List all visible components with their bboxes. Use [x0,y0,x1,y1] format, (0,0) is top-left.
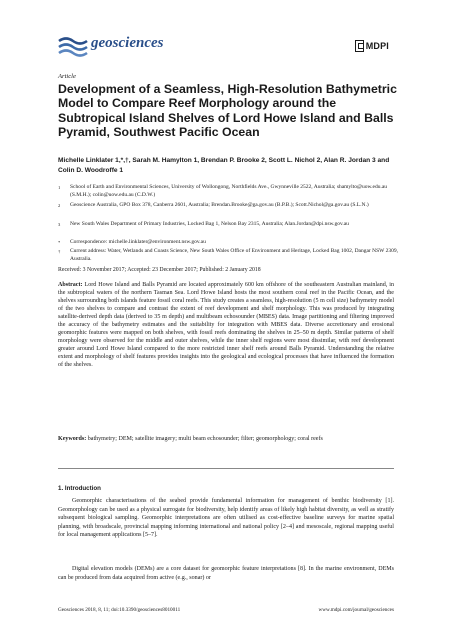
publication-dates: Received: 3 November 2017; Accepted: 23 December 2017; Published: 2 January 2018 [58,267,261,273]
publisher-name: MDPI [365,41,389,51]
affiliation-mark: † [58,249,61,254]
journal-name: geosciences [91,35,164,51]
affiliation-2 [58,202,398,210]
keywords-label: Keywords: [58,436,87,442]
citation-footer: Geosciences 2018, 8, 11; doi:10.3390/geosciences8010011 [58,607,181,613]
keywords [58,435,394,443]
affiliation-text: Geoscience Australia, GPO Box 378, Canberra 2601, Australia; Brendan.Brooke@ga.gov.au (B.P.B.); Scott.Nichol@ga.gov.au (S.L.N.) [70,202,369,208]
keywords-text: bathymetry; DEM; satellite imagery; multi beam echosounder; filter; geomorphology; coral reefs [87,436,323,442]
correspondence-note [58,239,398,247]
journal-url-link[interactable]: www.mdpi.com/journal/geosciences [318,607,394,613]
current-address-note [58,248,398,263]
affiliation-text: New South Wales Department of Primary Industries, Locked Bag 1, Nelson Bay 2315, Australia; Alan.Jordan@dpi.nsw.gov.au [70,221,349,227]
affiliation-1 [58,184,398,199]
affiliation-mark: 1 [58,185,61,190]
abstract [58,281,394,370]
affiliation-text: Current address: Water, Wetlands and Coasts Science, New South Wales Office of Environment and Heritage, Locked Bag 1002, Dangar NSW 2309, Australia. [70,248,399,262]
section-divider [58,468,394,469]
body-paragraph-2: Digital elevation models (DEMs) are a core dataset for geomorphic feature interpretations [8]. In the marine environment, DEMs can be produced from data acquired from active (e.g., sonar) or [58,566,394,581]
article-type: Article [58,73,76,80]
affiliation-text: Correspondence: michelle.linklater@environment.nsw.gov.au [70,239,206,245]
journal-logo-icon [58,36,88,58]
affiliation-mark: 2 [58,203,61,208]
abstract-text: Lord Howe Island and Balls Pyramid are located approximately 600 km offshore of the southeastern Australian mainland, in the subtropical waters of the northern Tasman Sea. Lord Howe Island hosts the most southern coral reef in the Pacific Ocean, and the shelves surrounding both islands feature fossil coral reefs. This study creates a seamless, high-resolution (5 m cell size) bathymetry model of the two shelves to compare and contrast the extent of reef development and shelf morphology. This was produced by integrating satellite-derived depth data (derived to 35 m depth) and multibeam echosounder (MBES) data. Image partitioning and filtering improved the accuracy of the bathymetry estimates and the suitability for integration with MBES data. Diverse accretionary and erosional geomorphic features were mapped on both shelves, with fossil reefs dominating the shelves in 25–50 m depth. Similar patterns of shelf morphology were observed for the middle and outer shelves, while the inner shelf regions were most dissimilar, with reef development greater around Lord Howe Island compared to the more restricted inner shelf reefs around Balls Pyramid. Understanding the relative extent and morphology of shelf features provides insights into the geological and ecological processes that have influenced the formation of the shelves. [58,282,395,369]
publisher-logo [355,38,389,54]
affiliation-mark: 3 [58,222,61,227]
author-list: Michelle Linklater 1,*,†, Sarah M. Hamylton 1, Brendan P. Brooke 2, Scott L. Nichol 2, Alan R. Jordan 3 and Colin D. Woodroffe 1 [58,157,390,174]
mdpi-logo-icon [355,40,364,52]
affiliation-mark: * [58,240,61,245]
affiliation-3 [58,221,398,229]
article-title: Development of a Seamless, High-Resolution Bathymetric Model to Compare Reef Morphology around the Subtropical Island Shelves of Lord Howe Island and Balls Pyramid, Southwest Pacific Ocean [58,82,397,140]
affiliation-text: School of Earth and Environmental Sciences, University of Wollongong, Northfields Ave., Gwynneville 2522, Australia; shamylto@uow.edu.au (S.M.H.); colin@uow.edu.au (C.D.W.) [70,184,388,198]
body-paragraph-1: Geomorphic characterisations of the seabed provide fundamental information for management of benthic biodiversity [1]. Geomorphology can be used as a physical surrogate for biodiversity, help identify areas of likely high habitat diversity, as well as stratify subsequent biological sampling. Geomorphic interpretations are often utilised as cost-effective baseline surveys for marine spatial planning, with broadscale, provincial mapping informing international and national policy [2–4] and mesoscale, regional mapping useful for local management applications [5–7]. [58,498,394,539]
section-heading: 1. Introduction [58,485,101,492]
abstract-label: Abstract: [58,282,83,288]
